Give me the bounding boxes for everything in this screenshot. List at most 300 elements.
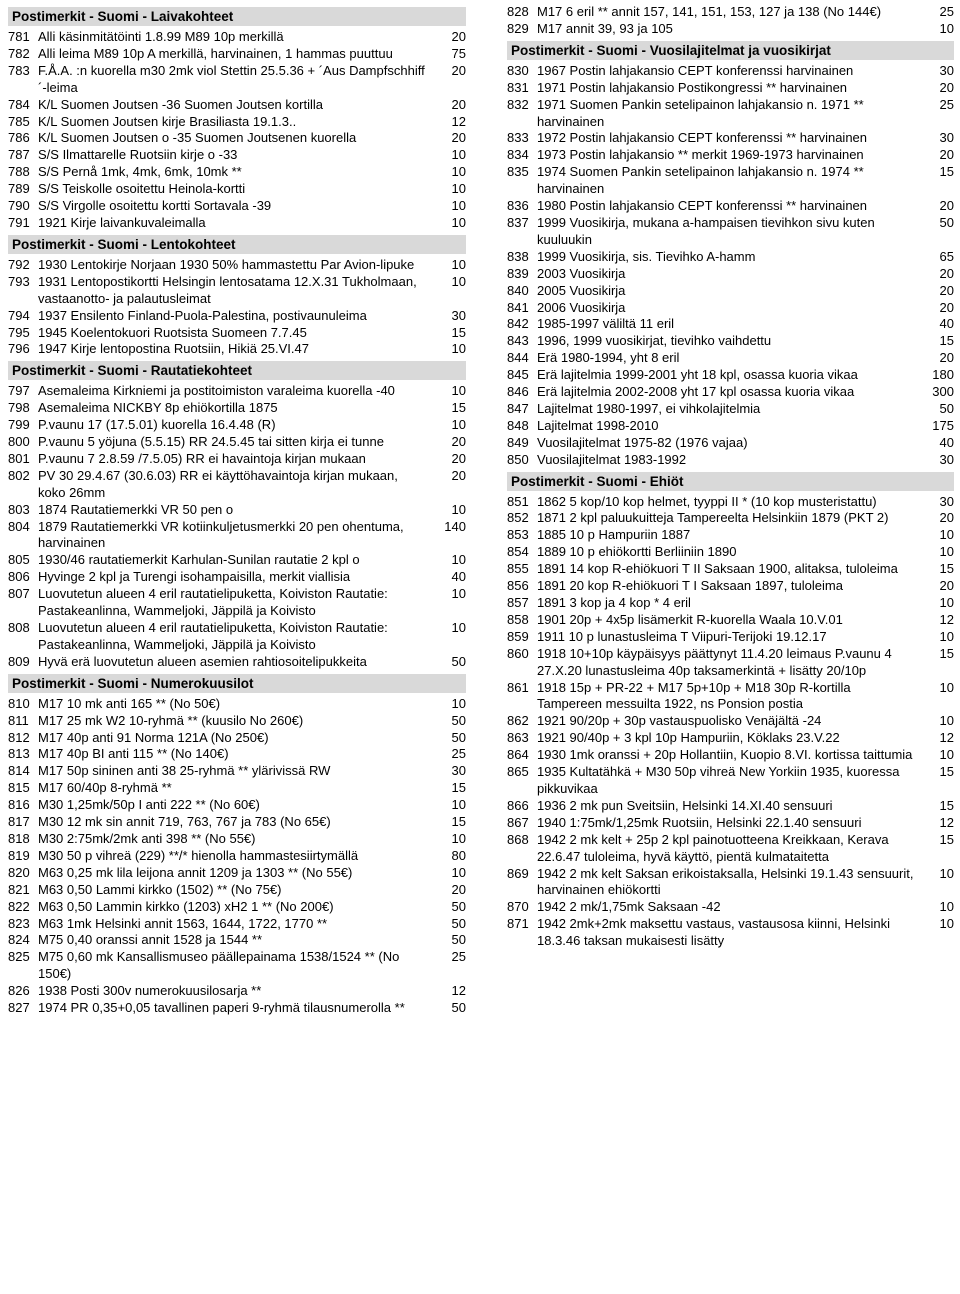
lot-price: 40 [939,434,954,450]
lot-row [8,654,466,671]
lot-row [8,916,466,933]
lot-description: 1942 2 mk kelt Saksan erikoistaksalla, Helsinki 19.1.43 sensuurit, harvinainen ehiökortti [537,865,914,898]
lot-row [8,215,466,232]
lot-description: 1942 2mk+2mk maksettu vastaus, vastausosa kiinni, Helsinki 18.3.46 taksan mukaisesti lisätty [537,916,890,949]
lot-row [507,510,954,527]
lot-number: 794 [8,307,30,323]
lot-row [8,865,466,882]
lot-description: 1935 Kultatähkä + M30 50p vihreä New Yorkiin 1935, kuoressa pikkuvikaa [537,764,900,796]
lot-price: 15 [939,333,954,349]
lot-number: 868 [507,831,529,847]
lot-description: M17 50p sininen anti 38 25-ryhmä ** ylärivissä RW [38,763,331,779]
lot-price: 30 [939,130,954,146]
lot-row [8,569,466,586]
lot-number: 800 [8,434,30,450]
lot-price: 10 [451,341,466,357]
lot-row [8,848,466,865]
lot-price: 20 [939,147,954,163]
lot-price: 10 [451,198,466,214]
lot-price: 10 [451,586,466,602]
lot-row [507,4,954,21]
lot-description: 1937 Ensilento Finland-Puola-Palestina, postivaunuleima [38,307,367,323]
lot-number: 828 [507,4,529,19]
lot-row [507,198,954,215]
lot-price: 50 [451,712,466,728]
lot-number: 819 [8,847,30,863]
lot-row [507,629,954,646]
lot-price: 30 [939,493,954,509]
left-column [8,4,466,1017]
lot-price: 10 [939,713,954,729]
lot-row [8,181,466,198]
lot-row [507,646,954,680]
lot-description: M17 60/40p 8-ryhmä ** [38,780,172,796]
lot-row [8,164,466,181]
lot-row [8,814,466,831]
lot-number: 815 [8,780,30,796]
lot-price: 10 [451,864,466,880]
lot-number: 870 [507,899,529,915]
lot-row [8,502,466,519]
lot-price: 50 [451,729,466,745]
lot-description: 2006 Vuosikirja [537,299,626,315]
lot-number: 840 [507,282,529,298]
lot-row [507,283,954,300]
lot-number: 826 [8,983,30,999]
lot-description: M30 50 p vihreä (229) **/* hienolla hammastesiirtymällä [38,847,359,863]
lot-description: 1971 Postin lahjakansio Postikongressi ** harvinainen [537,79,848,95]
lot-description: 1980 Postin lahjakansio CEPT konferenssi ** harvinainen [537,198,868,214]
lot-row [8,308,466,325]
lot-row [8,198,466,215]
lot-row [507,147,954,164]
lot-row [8,1000,466,1017]
lot-row [507,384,954,401]
lot-row [507,764,954,798]
lot-number: 858 [507,611,529,627]
lot-row [507,21,954,38]
lot-number: 803 [8,501,30,517]
lot-price: 30 [939,451,954,467]
lot-number: 813 [8,746,30,762]
lot-price: 10 [939,20,954,36]
lot-number: 816 [8,797,30,813]
lot-price: 15 [939,561,954,577]
lot-description: 1942 2 mk/1,75mk Saksaan -42 [537,899,721,915]
lot-description: Erä 1980-1994, yht 8 eril [537,350,680,366]
lot-price: 75 [451,45,466,61]
lot-description: Luovutetun alueen 4 eril rautatielipuketta, Koiviston Rautatie: Pastakeanlinna, Wammeljoki, Jäppilä ja Koivisto [38,586,388,619]
lot-row [8,831,466,848]
lot-row [8,417,466,434]
lot-price: 20 [451,29,466,44]
lot-number: 836 [507,198,529,214]
lot-number: 845 [507,367,529,383]
lot-description: 1931 Lentopostikortti Helsingin lentosatama 12.X.31 Tukholmaan, vastaanotto- ja palautusleimat [38,273,417,306]
lot-row [507,452,954,469]
lot-row [507,527,954,544]
lot-description: 1918 15p + PR-22 + M17 5p+10p + M18 30p R-kortilla Tampereen messuilta 1922, ns Ponsion postia [537,679,851,712]
lot-number: 782 [8,45,30,61]
lot-row [8,882,466,899]
lot-description: M17 40p anti 91 Norma 121A (No 250€) [38,729,269,745]
section-header: Postimerkit - Suomi - Ehiöt [507,472,954,491]
lot-row [8,713,466,730]
lot-row [8,932,466,949]
lot-number: 833 [507,130,529,146]
lot-row [8,730,466,747]
lot-price: 25 [939,96,954,112]
lot-price: 300 [932,384,954,400]
lot-number: 805 [8,552,30,568]
lot-price: 20 [939,299,954,315]
lot-price: 50 [451,653,466,669]
lot-price: 40 [939,316,954,332]
lot-price: 10 [939,916,954,932]
lot-number: 867 [507,814,529,830]
lot-row [8,949,466,983]
lot-price: 10 [939,544,954,560]
lot-description: 1921 Kirje laivankuvaleimalla [38,214,206,230]
lot-number: 783 [8,62,30,78]
section-header: Postimerkit - Suomi - Lentokohteet [8,235,466,254]
lot-price: 20 [939,79,954,95]
lot-row [507,215,954,249]
lot-row [507,435,954,452]
lot-number: 832 [507,96,529,112]
lot-number: 847 [507,400,529,416]
lot-description: K/L Suomen Joutsen kirje Brasiliasta 19.1.3.. [38,113,297,129]
lot-description: M30 2:75mk/2mk anti 398 ** (No 55€) [38,830,256,846]
lot-price: 10 [451,383,466,399]
lot-price: 20 [451,881,466,897]
lot-row [507,350,954,367]
lot-description: 2003 Vuosikirja [537,265,626,281]
lot-price: 20 [451,434,466,450]
lot-row [507,401,954,418]
lot-number: 809 [8,653,30,669]
lot-price: 20 [939,198,954,214]
lot-description: M75 0,40 oranssi annit 1528 ja 1544 ** [38,932,263,948]
lot-number: 812 [8,729,30,745]
lot-price: 20 [939,350,954,366]
lot-price: 10 [451,256,466,272]
lot-number: 791 [8,214,30,230]
lot-price: 65 [939,248,954,264]
lot-description: 1889 10 p ehiökortti Berliiniin 1890 [537,544,737,560]
lot-description: S/S Ilmattarelle Ruotsiin kirje o -33 [38,147,238,163]
lot-row [507,595,954,612]
lot-number: 781 [8,29,30,44]
lot-description: M75 0,60 mk Kansallismuseo päällepainama 1538/1524 ** (No 150€) [38,949,400,982]
lot-row [8,63,466,97]
lot-description: M17 40p BI anti 115 ** (No 140€) [38,746,229,762]
lot-description: 1918 10+10p käypäisyys päättynyt 11.4.20 leimaus P.vaunu 4 27.X.20 lunastusleima 40p taksamerkintä + lisätty 20/10p [537,645,892,678]
lot-description: 1874 Rautatiemerkki VR 50 pen o [38,501,234,517]
lot-description: M63 0,50 Lammin kirkko (1203) xH2 1 ** (No 200€) [38,898,334,914]
lot-price: 15 [939,645,954,661]
lot-number: 851 [507,493,529,509]
lot-number: 802 [8,467,30,483]
lot-number: 784 [8,96,30,112]
lot-row [507,97,954,131]
lot-price: 20 [939,282,954,298]
lot-number: 853 [507,527,529,543]
lot-row [8,696,466,713]
lot-row [507,130,954,147]
lot-number: 863 [507,730,529,746]
lot-price: 15 [451,780,466,796]
lot-number: 786 [8,130,30,146]
lot-number: 871 [507,916,529,932]
lot-number: 838 [507,248,529,264]
lot-description: Hyvä erä luovutetun alueen asemien rahtiosoitelipukkeita [38,653,367,669]
lot-row [507,266,954,283]
lot-description: 1936 2 mk pun Sveitsiin, Helsinki 14.XI.40 sensuuri [537,797,833,813]
lot-description: 1911 10 p lunastusleima T Viipuri-Terijoki 19.12.17 [537,628,827,644]
lot-description: PV 30 29.4.67 (30.6.03) RR ei käyttöhavaintoja kirjan mukaan, koko 26mm [38,467,398,500]
lot-row [8,780,466,797]
lot-description: 1999 Vuosikirja, sis. Tievihko A-hamm [537,248,756,264]
lot-description: S/S Teiskolle osoitettu Heinola-kortti [38,181,246,197]
lot-price: 40 [451,569,466,585]
lot-description: 1942 2 mk kelt + 25p 2 kpl painotuotteena Kreikkaan, Kerava 22.6.47 tuloleima, hyvä käyttö, pientä kulmataitetta [537,831,889,864]
lot-price: 30 [939,62,954,78]
lot-description: Asemaleima NICKBY 8p ehiökortilla 1875 [38,400,278,416]
lot-row [8,434,466,451]
lot-description: S/S Virgolle osoitettu kortti Sortavala -39 [38,198,272,214]
lot-description: 1938 Posti 300v numerokuusilosarja ** [38,983,262,999]
lot-price: 12 [939,730,954,746]
lot-description: 1885 10 p Hampuriin 1887 [537,527,691,543]
lot-number: 790 [8,198,30,214]
lot-price: 10 [939,865,954,881]
lot-description: 1945 Koelentokuori Ruotsista Suomeen 7.7.45 [38,324,307,340]
lot-price: 20 [451,467,466,483]
lot-description: Asemaleima Kirkniemi ja postitoimiston varaleima kuorella -40 [38,383,395,399]
lot-description: K/L Suomen Joutsen o -35 Suomen Joutsenen kuorella [38,130,357,146]
lot-price: 10 [939,595,954,610]
lot-number: 854 [507,544,529,560]
lot-row [507,916,954,950]
lot-description: Lajitelmat 1998-2010 [537,417,659,433]
lot-description: S/S Pernå 1mk, 4mk, 6mk, 10mk ** [38,164,242,180]
lot-row [507,333,954,350]
lot-number: 820 [8,864,30,880]
lot-description: 1967 Postin lahjakansio CEPT konferenssi harvinainen [537,62,854,78]
lot-price: 10 [939,679,954,695]
lot-row [8,147,466,164]
lot-row [8,763,466,780]
lot-description: M17 25 mk W2 10-ryhmä ** (kuusilo No 260€) [38,712,304,728]
lot-description: P.vaunu 7 2.8.59 /7.5.05) RR ei havaintoja kirjan mukaan [38,450,366,466]
lot-price: 10 [939,527,954,543]
lot-number: 834 [507,147,529,163]
lot-number: 842 [507,316,529,332]
lot-price: 12 [939,611,954,627]
lot-row [507,544,954,561]
lot-row [8,29,466,46]
lot-row [8,274,466,308]
lot-row [8,400,466,417]
lot-price: 50 [451,898,466,914]
lot-description: 1930 Lentokirje Norjaan 1930 50% hammastettu Par Avion-lipuke [38,256,415,272]
lot-price: 12 [939,814,954,830]
lot-price: 30 [451,763,466,779]
lot-price: 20 [451,96,466,112]
lot-description: 1891 14 kop R-ehiökuori T II Saksaan 1900, alitaksa, tuloleima [537,561,898,577]
lot-number: 859 [507,628,529,644]
lot-row [8,552,466,569]
lot-row [8,586,466,620]
lot-number: 843 [507,333,529,349]
lot-price: 15 [939,797,954,813]
lot-description: 1921 90/40p + 3 kpl 10p Hampuriin, Köklaks 23.V.22 [537,730,840,746]
lot-price: 10 [451,417,466,433]
lot-description: M30 12 mk sin annit 719, 763, 767 ja 783 (No 65€) [38,814,331,830]
lot-number: 807 [8,586,30,602]
lot-number: 811 [8,712,29,728]
lot-description: 1891 3 kop ja 4 kop * 4 eril [537,595,691,610]
section-header: Postimerkit - Suomi - Vuosilajitelmat ja vuosikirjat [507,41,954,60]
lot-price: 15 [451,400,466,416]
lot-price: 10 [451,797,466,813]
lot-price: 10 [451,214,466,230]
lot-price: 10 [451,147,466,163]
lot-price: 15 [939,831,954,847]
lot-number: 866 [507,797,529,813]
lot-description: 1879 Rautatiemerkki VR kotiinkuljetusmerkki 20 pen ohentuma, harvinainen [38,518,404,551]
lot-description: Vuosilajitelmat 1975-82 (1976 vajaa) [537,434,748,450]
lot-number: 808 [8,620,30,635]
lot-row [507,680,954,714]
lot-row [507,63,954,80]
lot-row [8,620,466,654]
lot-number: 846 [507,384,529,400]
lot-price: 10 [451,830,466,846]
lot-row [8,114,466,131]
lot-row [507,798,954,815]
lot-description: 1974 PR 0,35+0,05 tavallinen paperi 9-ryhmä tilausnumerolla ** [38,1000,405,1016]
lot-description: 1930/46 rautatiemerkit Karhulan-Sunilan rautatie 2 kpl o [38,552,360,568]
lot-row [8,341,466,358]
lot-price: 10 [451,181,466,197]
lot-row [507,494,954,511]
lot-number: 810 [8,695,30,711]
lot-row [507,578,954,595]
lot-description: 1996, 1999 vuosikirjat, tievihko vaihdettu [537,333,772,349]
lot-price: 10 [451,695,466,711]
lot-number: 830 [507,62,529,78]
lot-description: Hyvinge 2 kpl ja Turengi isohampaisilla, merkit viallisia [38,569,351,585]
lot-description: M63 0,25 mk lila leijona annit 1209 ja 1303 ** (No 55€) [38,864,353,880]
section-header: Postimerkit - Suomi - Rautatiekohteet [8,361,466,380]
lot-number: 797 [8,383,30,399]
lot-row [507,164,954,198]
lot-row [8,983,466,1000]
lot-row [8,797,466,814]
lot-price: 10 [939,747,954,763]
lot-number: 852 [507,510,529,526]
lot-price: 30 [451,307,466,323]
lot-price: 175 [932,417,954,433]
lot-number: 793 [8,273,30,289]
lot-number: 792 [8,256,30,272]
lot-number: 855 [507,561,529,577]
lot-description: M17 annit 39, 93 ja 105 [537,20,673,36]
lot-price: 10 [451,552,466,568]
lot-price: 20 [451,62,466,78]
lot-price: 10 [939,899,954,915]
lot-row [507,612,954,629]
lot-number: 799 [8,417,30,433]
lot-row [507,249,954,266]
lot-description: Lajitelmat 1980-1997, ei vihkolajitelmia [537,400,761,416]
lot-description: 1973 Postin lahjakansio ** merkit 1969-1973 harvinainen [537,147,864,163]
lot-number: 788 [8,164,30,180]
lot-price: 50 [451,932,466,948]
lot-price: 80 [451,847,466,863]
lot-number: 827 [8,1000,30,1016]
lot-price: 50 [939,214,954,230]
lot-description: K/L Suomen Joutsen -36 Suomen Joutsen kortilla [38,96,323,112]
lot-row [8,451,466,468]
lot-number: 849 [507,434,529,450]
lot-number: 841 [507,299,529,315]
lot-description: M30 1,25mk/50p I anti 222 ** (No 60€) [38,797,260,813]
lot-price: 10 [451,164,466,180]
lot-description: Alli käsinmitätöinti 1.8.99 M89 10p merkillä [38,29,284,44]
lot-price: 10 [451,620,466,635]
lot-number: 861 [507,679,529,695]
lot-row [507,300,954,317]
lot-number: 814 [8,763,30,779]
lot-price: 180 [932,367,954,383]
lot-row [8,519,466,553]
lot-price: 12 [451,983,466,999]
lot-row [8,97,466,114]
lot-row [8,325,466,342]
lot-price: 15 [939,764,954,780]
lot-number: 823 [8,915,30,931]
section-header: Postimerkit - Suomi - Laivakohteet [8,7,466,26]
lot-number: 817 [8,814,30,830]
lot-price: 12 [451,113,466,129]
lot-price: 25 [451,746,466,762]
lot-number: 806 [8,569,30,585]
lot-number: 850 [507,451,529,467]
lot-row [507,713,954,730]
lot-number: 844 [507,350,529,366]
lot-number: 869 [507,865,529,881]
lot-row [507,832,954,866]
lot-row [507,747,954,764]
lot-description: 1972 Postin lahjakansio CEPT konferenssi ** harvinainen [537,130,868,146]
lot-description: 1921 90/20p + 30p vastauspuolisko Venäjältä -24 [537,713,822,729]
lot-price: 15 [451,814,466,830]
lot-price: 10 [451,501,466,517]
lot-row [507,899,954,916]
lot-number: 789 [8,181,30,197]
lot-description: P.vaunu 17 (17.5.01) kuorella 16.4.48 (R) [38,417,276,433]
lot-row [507,80,954,97]
lot-row [8,468,466,502]
lot-price: 20 [451,450,466,466]
lot-description: 1930 1mk oranssi + 20p Hollantiin, Kuopio 8.VI. kortissa taittumia [537,747,913,763]
lot-number: 822 [8,898,30,914]
lot-price: 50 [451,915,466,931]
lot-price: 20 [451,130,466,146]
